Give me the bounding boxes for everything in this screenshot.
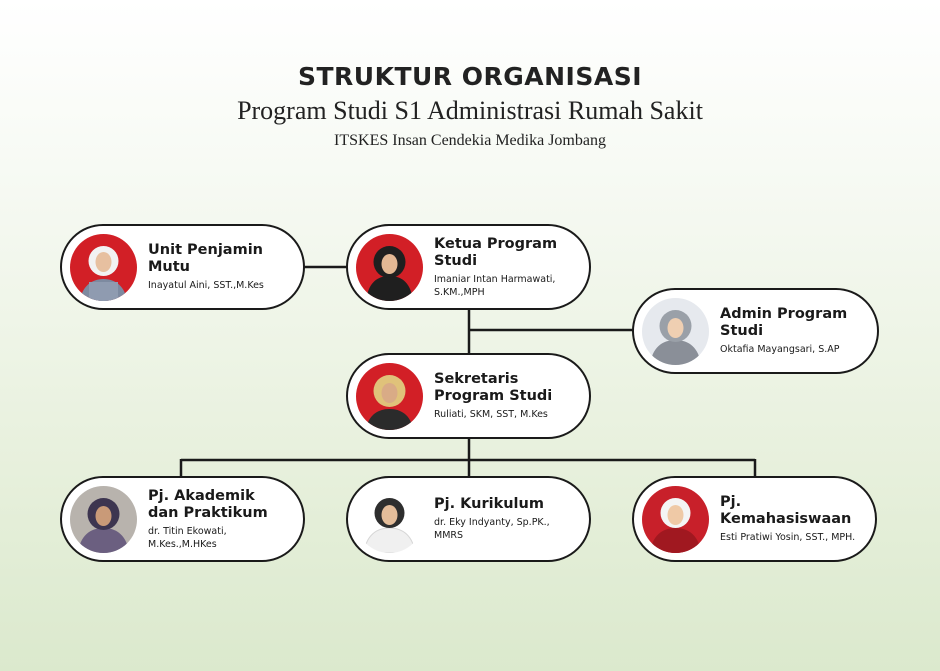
role-title: Pj. Akademik dan Praktikum	[148, 487, 268, 521]
node-pj-kurikulum	[346, 476, 591, 562]
avatar	[356, 486, 423, 553]
role-title: Pj. Kurikulum	[434, 496, 544, 512]
person-name: Esti Pratiwi Yosin, SST., MPH.	[720, 532, 856, 543]
person-name: Ruliati, SKM, SST, M.Kes	[434, 409, 548, 420]
person-name: Oktafia Mayangsari, S.AP	[720, 344, 840, 355]
node-ketua-program-studi	[346, 224, 591, 310]
avatar	[70, 234, 137, 301]
person-name: dr. Titin Ekowati, M.Kes.,M.HKes	[148, 525, 227, 550]
node-pj-kemahasiswaan	[632, 476, 877, 562]
role-title: Unit Penjamin Mutu	[148, 242, 263, 275]
avatar	[642, 486, 709, 553]
role-title: Ketua Program Studi	[434, 235, 558, 269]
avatar	[70, 486, 137, 553]
person-name: Imaniar Intan Harmawati, S.KM.,MPH	[434, 273, 556, 298]
avatar	[642, 298, 709, 365]
avatar	[356, 234, 423, 301]
role-title: Pj. Kemahasiswaan	[720, 494, 852, 527]
chart-subtitle: Program Studi S1 Administrasi Rumah Sakit	[237, 96, 703, 125]
node-penjamin-mutu	[60, 224, 305, 310]
node-pj-akademik	[60, 476, 305, 562]
role-title: Admin Program Studi	[720, 306, 848, 339]
person-name: Inayatul Aini, SST.,M.Kes	[148, 280, 264, 291]
role-title: Sekretaris Program Studi	[434, 371, 553, 404]
chart-title: STRUKTUR ORGANISASI	[297, 62, 643, 91]
node-sekretaris-program-studi	[346, 353, 591, 439]
node-admin-program-studi	[632, 288, 879, 374]
avatar	[356, 363, 423, 430]
person-name: dr. Eky Indyanty, Sp.PK., MMRS	[434, 517, 550, 541]
institution-name: ITSKES Insan Cendekia Medika Jombang	[334, 132, 606, 149]
